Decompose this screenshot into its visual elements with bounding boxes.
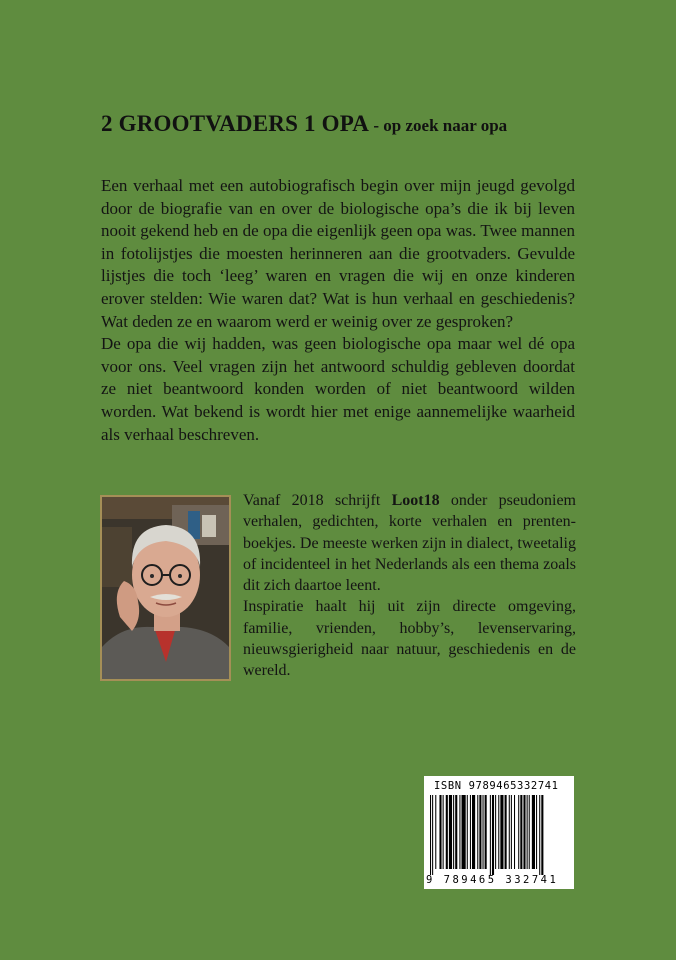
barcode-bars: [430, 795, 568, 875]
blurb-paragraph-2: De opa die wij hadden, was geen biologische opa maar wel dé opa voor ons. Veel vragen zijn het antwoord schuldig gebleven doordat ze niet beantwoord konden worden of niet beantwoord wilden worden. Wat bekend is wordt hier met enige aannemelijke waarheid als verhaal beschreven.: [101, 334, 575, 444]
blurb-paragraph-1: Een verhaal met een autobiografisch begin over mijn jeugd gevolgd door de biografie van en over de biologische opa’s die ik bij leven nooit gekend heb en de opa die eigenlijk geen opa was. Twee mannen in fotolijstjes die moesten herinneren aan die grootvaders. Gevulde lijstjes die toch ‘leeg’ waren en vragen die wij en onze kinderen erover stelden: Wie waren dat? Wat is hun verhaal en geschiedenis? Wat deden ze en waarom werd er weinig over ze gesproken?: [101, 176, 575, 331]
author-pseudonym: Loot18: [391, 492, 440, 509]
book-title: [101, 111, 641, 137]
bio-paragraph-2: Inspiratie haalt hij uit zijn directe omgeving, familie, vrienden, hobby’s, levenservaring, nieuwsgierigheid naar natuur, geschiedenis en de wereld.: [243, 598, 576, 680]
isbn-label: ISBN 9789465332741: [434, 780, 559, 792]
blurb: [101, 175, 575, 446]
bio-intro-before: Vanaf 2018 schrijft: [243, 492, 392, 509]
author-bio: [243, 490, 576, 682]
bio-paragraph-1: [243, 490, 576, 596]
isbn-barcode: [424, 776, 574, 889]
title-main: 2 GROOTVADERS 1 OPA: [101, 111, 370, 136]
title-subtitle: - op zoek naar opa: [369, 116, 508, 135]
isbn-digits: 9 789465 332741: [426, 874, 559, 886]
author-photo: [100, 495, 231, 681]
bio-intro-after: onder pseudoniem verhalen, gedichten, korte verhalen en prentenboekjes. De meeste werken zijn in dialect, tweetalig of incidenteel in het Nederlands als een thema zoals dit zich daartoe leent.: [243, 492, 577, 595]
author-portrait-illustration: [102, 497, 229, 679]
